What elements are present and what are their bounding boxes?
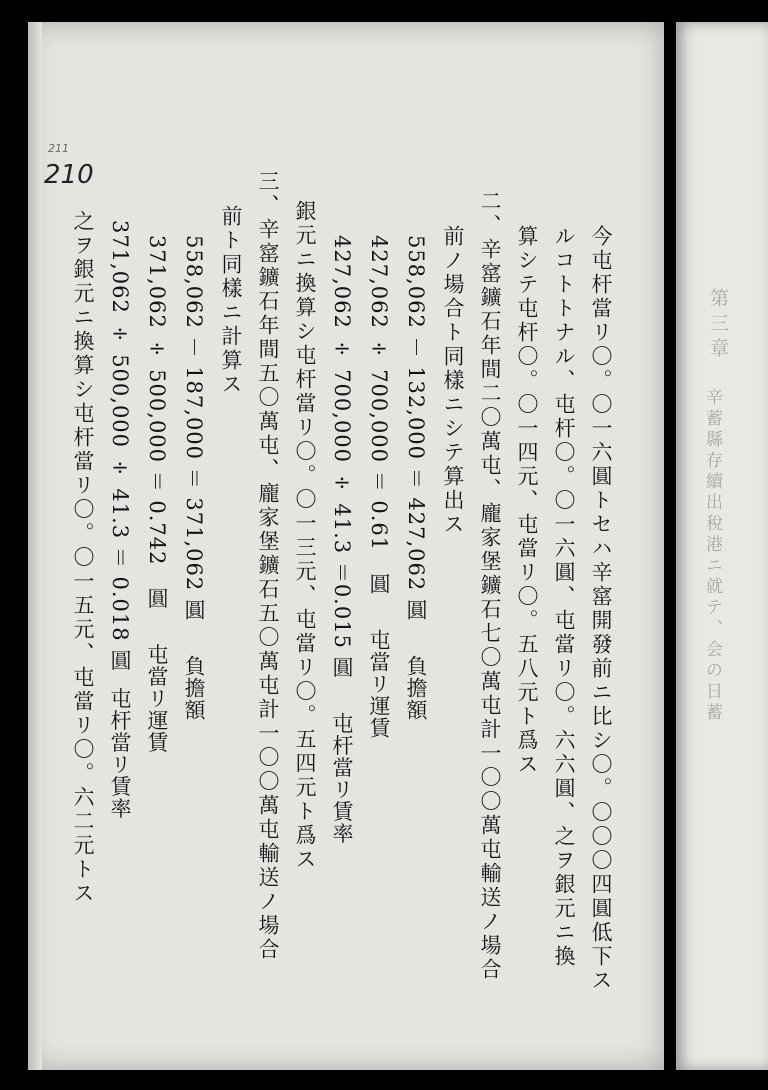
formula-line-6 <box>109 220 130 819</box>
formula-3-label: 屯杆當リ賃率 <box>330 712 354 845</box>
formula-line-3 <box>331 235 352 845</box>
text-line-9: 銀元ニ換算シ屯杆當リ〇。〇一三元、屯當リ〇。五四元ト爲ス <box>293 200 317 872</box>
text-line-5: 前ノ場合ト同樣ニシテ算出ス <box>441 225 465 537</box>
facing-page-heading: 辛蓄縣存續出稅港ニ就テ、会の日蓄 <box>702 388 722 724</box>
formula-2: 427,062 ÷ 700,000 ＝ 0.61 圓 <box>367 235 391 596</box>
text-line-10: 三、辛窰鑛石年間五〇萬屯、龐家堡鑛石五〇萬屯計一〇〇萬屯輸送ノ場合 <box>256 170 280 962</box>
page-gutter-shadow <box>28 22 42 1070</box>
formula-4: 558,062 － 187,000 ＝ 371,062 圓 <box>182 235 206 621</box>
text-line-4: 二、辛窰鑛石年間二〇萬屯、龐家堡鑛石七〇萬屯計一〇〇萬屯輸送ノ場合 <box>478 190 502 982</box>
formula-1-label: 負擔額 <box>404 654 428 721</box>
text-line-3: 算シテ屯杆〇。〇一四元、屯當リ〇。五八元ト爲ス <box>515 225 539 777</box>
formula-line-4 <box>183 235 204 721</box>
formula-5-label: 屯當リ運賃 <box>145 643 169 754</box>
formula-2-label: 屯當リ運賃 <box>367 629 391 740</box>
formula-line-5 <box>146 235 167 754</box>
text-line-1: 今屯杆當リ〇。〇一六圓トセハ辛窰開發前ニ比シ〇。〇〇〇四圓低下ス <box>589 225 613 993</box>
formula-4-label: 負擔額 <box>182 654 206 721</box>
formula-line-1 <box>405 235 426 721</box>
formula-6: 371,062 ÷ 500,000 ÷ 41.3 ＝ 0.018 圓 <box>108 220 132 672</box>
formula-3: 427,062 ÷ 700,000 ÷ 41.3 ＝0.015 圓 <box>330 235 354 679</box>
page-number: 210 <box>44 160 94 190</box>
text-line-15: 之ヲ銀元ニ換算シ屯杆當リ〇。〇一五元、屯當リ〇。六二元トス <box>71 210 95 906</box>
formula-1: 558,062 － 132,000 ＝ 427,062 圓 <box>404 235 428 621</box>
text-line-2: ルコトトナル、屯杆〇。〇一六圓、屯當リ〇。六六圓、之ヲ銀元ニ換 <box>552 225 576 969</box>
formula-5: 371,062 ÷ 500,000 ＝ 0.742 圓 <box>145 235 169 610</box>
formula-line-2 <box>368 235 389 739</box>
formula-6-label: 屯杆當リ賃率 <box>108 687 132 820</box>
facing-page-chapter: 第三章 <box>707 288 729 363</box>
margin-note: 211 <box>48 142 69 155</box>
text-line-11: 前ト同樣ニ計算ス <box>219 205 243 397</box>
